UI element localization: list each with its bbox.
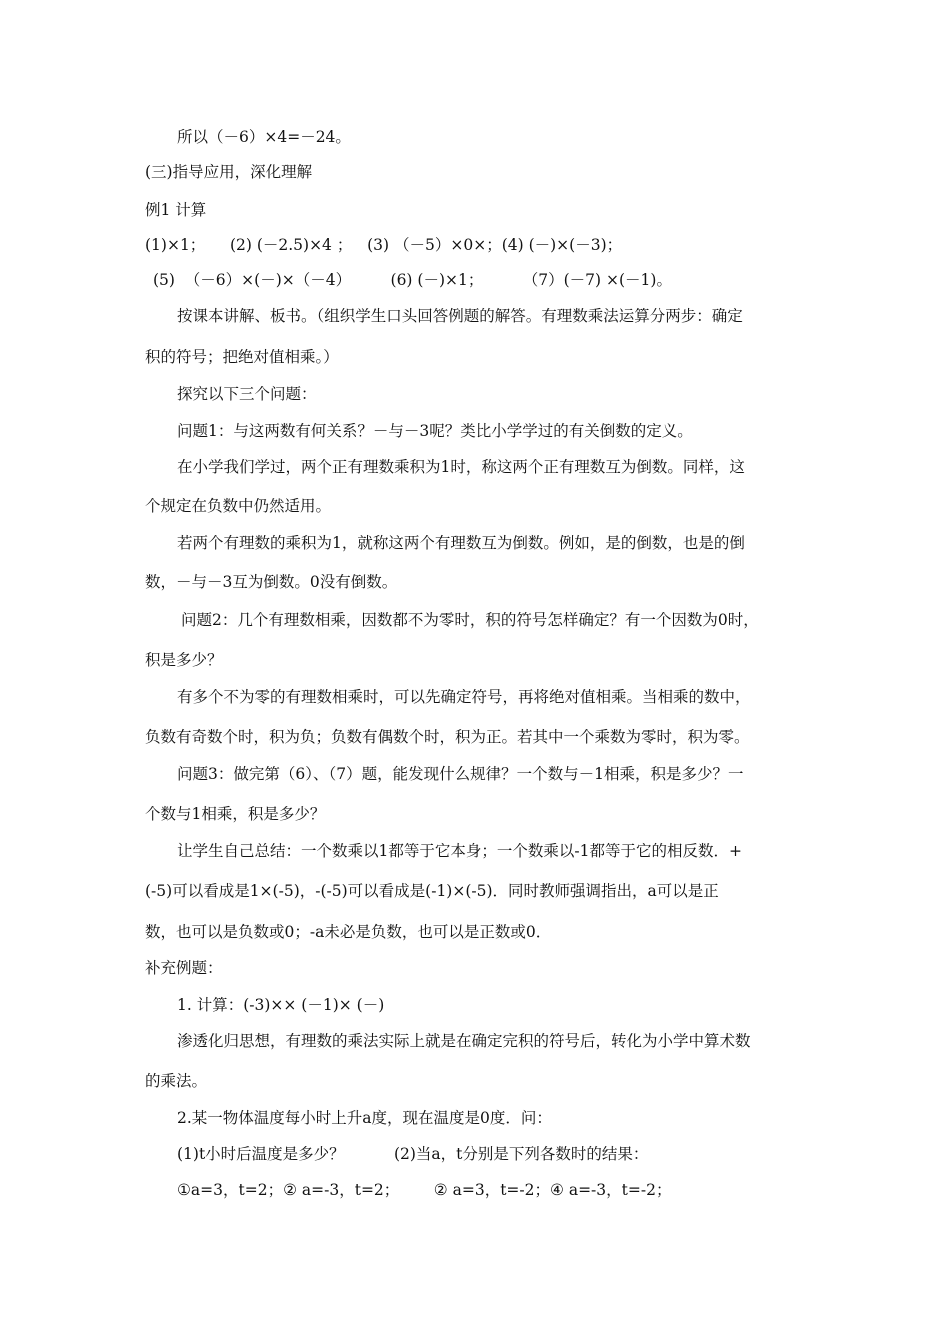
text-line: 积是多少？ [145,651,223,669]
text-line: 数，也可以是负数或0；-a未必是负数，也可以是正数或0． [145,923,552,941]
text-line: 让学生自己总结：一个数乘以1都等于它本身；一个数乘以-1都等于它的相反数．+ [177,842,742,860]
exercise-line: (5) （－6）×(－)×（－4） (6) (－)×1； （7）(－7) ×(－1)。 [153,271,672,289]
text-line: 个数与1相乘，积是多少？ [145,805,326,823]
question-line: 问题1：与这两数有何关系？－与－3呢？类比小学学过的有关倒数的定义。 [177,422,693,440]
question-line: 问题2：几个有理数相乘，因数都不为零时，积的符号怎样确定？有一个因数为0时， [181,611,759,629]
text-line: 按课本讲解、板书。（组织学生口头回答例题的解答。有理数乘法运算分两步：确定 [177,307,743,325]
text-line: 有多个不为零的有理数相乘时，可以先确定符号，再将绝对值相乘。当相乘的数中， [177,688,751,706]
exercise-line: (1)t小时后温度是多少？ (2)当a，t分别是下列各数时的结果： [177,1145,649,1163]
text-line: 所以（－6）×4=－24。 [177,128,351,146]
text-line: 在小学我们学过，两个正有理数乘积为1时，称这两个正有理数互为倒数。同样，这 [177,458,745,476]
exercise-line: 2.某一物体温度每小时上升a度，现在温度是0度．问： [177,1109,552,1127]
text-line: 个规定在负数中仍然适用。 [145,497,332,515]
text-line: 积的符号；把绝对值相乘。） [145,348,339,366]
exercise-line: 1. 计算：(-3)×× (－1)× (－) [177,996,385,1014]
supplement-heading: 补充例题： [145,959,223,977]
text-line: 数，－与－3互为倒数。0没有倒数。 [145,573,398,591]
exercise-line: ①a=3，t=2；② a=-3，t=2； ② a=3，t=-2；④ a=-3，t=-2； [177,1181,672,1199]
question-line: 问题3：做完第（6）、（7）题，能发现什么规律？一个数与－1相乘，积是多少？一 [177,765,744,783]
text-line: 探究以下三个问题： [177,385,317,403]
text-line: (-5)可以看成是1×(-5)，-(-5)可以看成是(-1)×(-5)．同时教师强调指出，a可以是正 [145,882,719,900]
section-heading: (三)指导应用，深化理解 [145,163,313,181]
example-heading: 例1 计算 [145,201,207,219]
text-line: 渗透化归思想，有理数的乘法实际上就是在确定完积的符号后，转化为小学中算术数 [177,1032,751,1050]
text-line: 若两个有理数的乘积为1，就称这两个有理数互为倒数。例如，是的倒数，也是的倒 [177,534,745,552]
text-line: 负数有奇数个时，积为负；负数有偶数个时，积为正。若其中一个乘数为零时，积为零。 [145,728,750,746]
text-line: 的乘法。 [145,1072,208,1090]
exercise-line: (1)×1； (2) (－2.5)×4 ； (3) （－5）×0×；(4) (－)×(－3)； [145,236,623,254]
